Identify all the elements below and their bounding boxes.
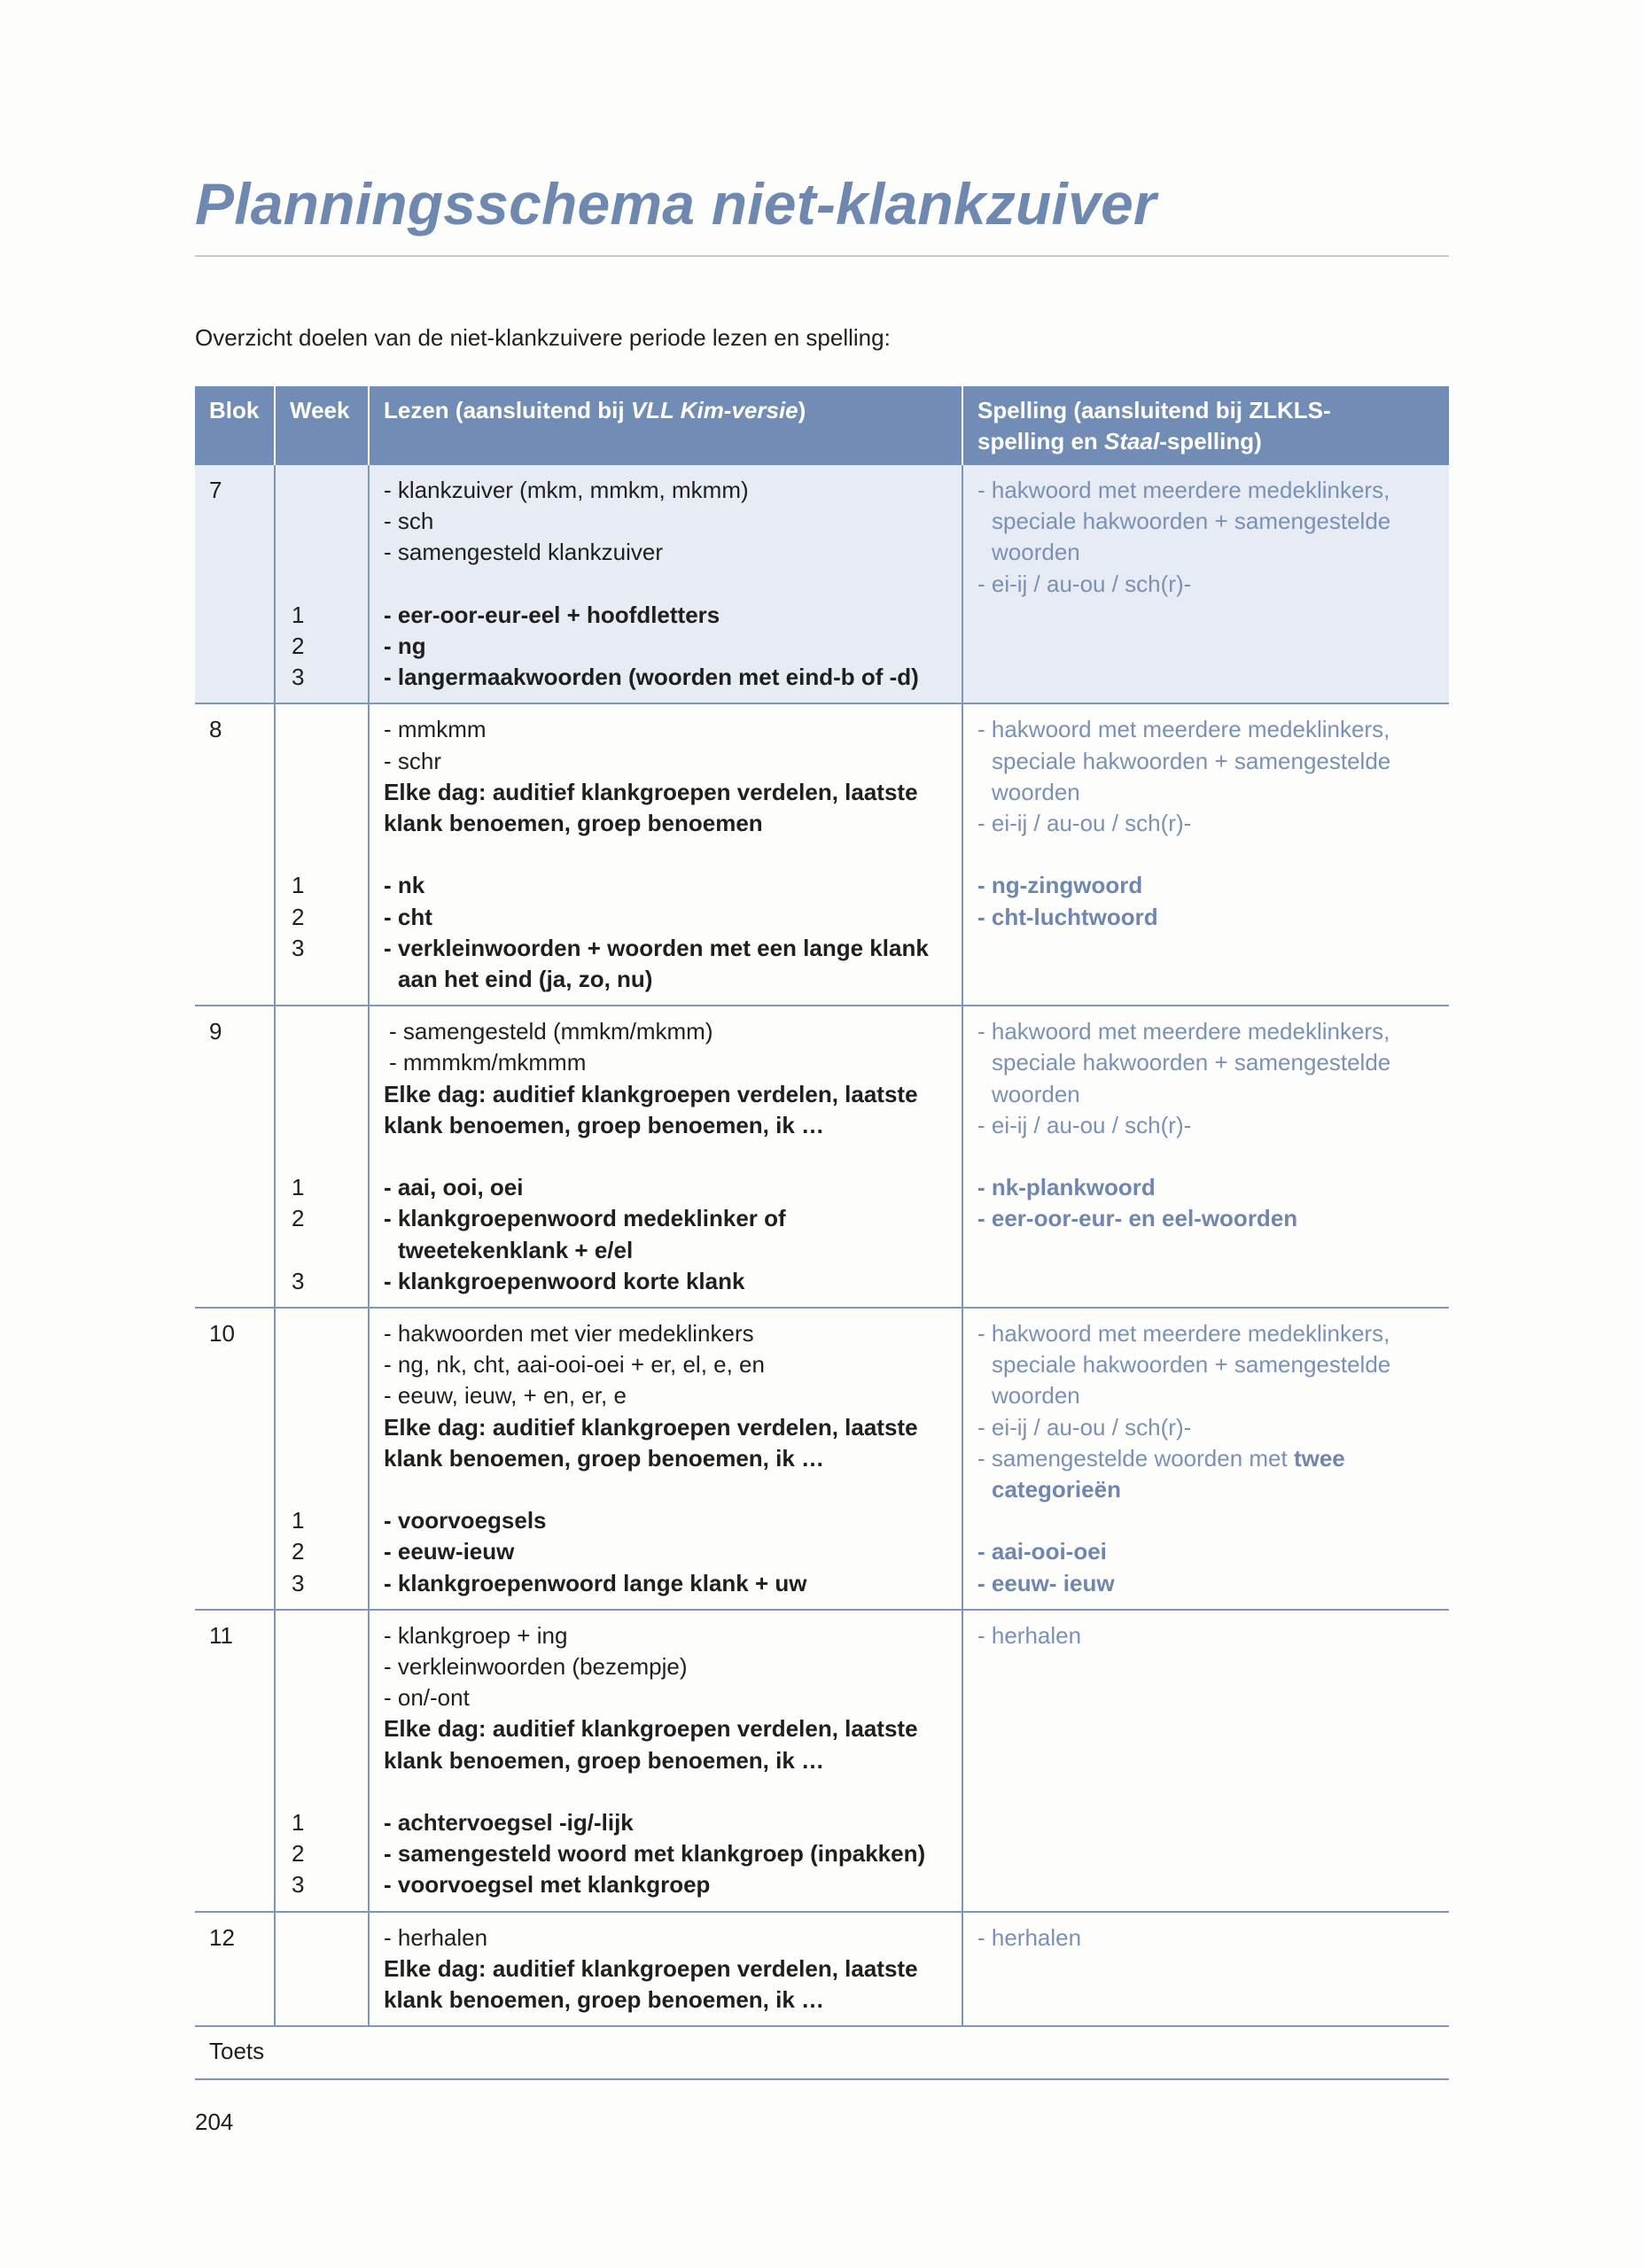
lezen-item: - samengesteld klankzuiver: [384, 539, 664, 566]
spelling-week-item: - ng-zingwoord: [977, 872, 1143, 899]
header-lezen-italic: VLL Kim-versie: [630, 397, 798, 423]
spelling-item: woorden: [992, 1080, 1080, 1107]
week-cell: [275, 1006, 369, 1308]
spelling-item: speciale hakwoorden + samengestelde: [992, 1351, 1391, 1379]
spelling-item: - hakwoord met meerdere medeklinkers,: [977, 716, 1390, 743]
spelling-item: speciale hakwoorden + samengestelde: [992, 508, 1391, 535]
page-number: 204: [195, 2109, 234, 2135]
table-row: [195, 703, 1449, 1006]
spelling-extra-bold-line: categorieën: [992, 1476, 1121, 1503]
table-row: [195, 1308, 1449, 1610]
spelling-item: - herhalen: [977, 1923, 1082, 1951]
week-number: 2: [292, 1840, 305, 1868]
week-cell: [275, 1912, 369, 2027]
spelling-week-item: - nk-plankwoord: [977, 1174, 1156, 1201]
header-spelling: [962, 386, 1449, 465]
week-number: 1: [292, 601, 305, 628]
lezen-daily-item: Elke dag: auditief klankgroepen verdelen, laatste: [384, 1954, 918, 1982]
spelling-item: - ei-ij / au-ou / sch(r)-: [977, 1413, 1192, 1441]
spelling-item: - hakwoord met meerdere medeklinkers,: [977, 1018, 1390, 1045]
lezen-item: - hakwoorden met vier medeklinkers: [384, 1320, 754, 1348]
header-lezen-suffix: ): [798, 397, 806, 423]
spelling-item: - hakwoord met meerdere medeklinkers,: [977, 477, 1390, 503]
page-title: Planningsschema niet-klankzuiver: [195, 171, 1156, 237]
spelling-item: woorden: [992, 539, 1080, 566]
lezen-daily-item: Elke dag: auditief klankgroepen verdelen, laatste: [384, 778, 918, 805]
spelling-item: - herhalen: [977, 1621, 1082, 1649]
lezen-week-item: - voorvoegsels: [384, 1507, 547, 1534]
header-blok: Blok: [195, 386, 275, 465]
lezen-daily-item: Elke dag: auditief klankgroepen verdelen, laatste: [384, 1413, 918, 1441]
lezen-cell: [369, 1610, 962, 1912]
lezen-cell: [369, 703, 962, 1006]
spelling-item: - ei-ij / au-ou / sch(r)-: [977, 570, 1192, 597]
lezen-daily-item: klank benoemen, groep benoemen, ik …: [384, 1986, 825, 2014]
lezen-week-item: - verkleinwoorden + woorden met een lange klank: [384, 934, 929, 961]
spelling-item: speciale hakwoorden + samengestelde: [992, 747, 1391, 774]
lezen-item: - herhalen: [384, 1923, 488, 1951]
lezen-week-item: - cht: [384, 903, 432, 930]
header-spelling-suffix: -spelling): [1159, 428, 1262, 455]
lezen-item: - sch: [384, 508, 434, 535]
lezen-item: - verkleinwoorden (bezempje): [384, 1653, 688, 1681]
week-number: 1: [292, 1507, 305, 1534]
lezen-week-item: - klankgroepenwoord korte klank: [384, 1267, 745, 1294]
week-cell: [275, 1610, 369, 1912]
spelling-cell: [962, 465, 1449, 703]
spelling-week-item: - aai-ooi-oei: [977, 1538, 1107, 1565]
lezen-week-item: aan het eind (ja, zo, nu): [398, 966, 653, 993]
week-cell: [275, 703, 369, 1006]
header-lezen: [369, 386, 962, 465]
lezen-week-item: - ng: [384, 633, 426, 659]
lezen-cell: [369, 1912, 962, 2027]
week-number: 2: [292, 632, 305, 659]
week-cell: [275, 465, 369, 703]
spelling-item: [977, 1443, 1438, 1474]
table-row: [195, 465, 1449, 703]
lezen-week-item: - klankgroepenwoord medeklinker of: [384, 1205, 786, 1232]
lezen-week-item: - samengesteld woord met klankgroep (inpakken): [384, 1840, 926, 1868]
header-lezen-text: Lezen (aansluitend bij: [384, 397, 631, 423]
lezen-cell: [369, 465, 962, 703]
header-spelling-line1: Spelling (aansluitend bij ZLKLS-: [977, 397, 1331, 423]
lezen-week-item: - eeuw-ieuw: [384, 1538, 515, 1565]
blok-cell: 8: [195, 703, 275, 1006]
table-header-row: [195, 386, 1449, 465]
week-number: 1: [292, 1174, 305, 1201]
spelling-extra-bold: twee: [1293, 1444, 1345, 1472]
spelling-cell: [962, 703, 1449, 1006]
lezen-week-item: - achtervoegsel -ig/-lijk: [384, 1809, 634, 1837]
table-row: [195, 1912, 1449, 2027]
week-cell: [275, 1308, 369, 1610]
lezen-week-item: - eer-oor-eur-eel + hoofdletters: [384, 601, 720, 628]
lezen-daily-item: Elke dag: auditief klankgroepen verdelen, laatste: [384, 1080, 918, 1107]
spelling-extra-prefix: - samengestelde woorden met: [977, 1444, 1294, 1472]
toets-row: [195, 2026, 1449, 2079]
lezen-daily-item: klank benoemen, groep benoemen, ik …: [384, 1111, 825, 1138]
lezen-item: - mmmkm/mkmmm: [389, 1049, 587, 1076]
spelling-item: speciale hakwoorden + samengestelde: [992, 1049, 1391, 1076]
week-number: 3: [292, 1871, 305, 1899]
spelling-week-item: - eer-oor-eur- en eel-woorden: [977, 1205, 1298, 1232]
spelling-cell: [962, 1006, 1449, 1308]
week-number: 2: [292, 1205, 305, 1232]
week-number: 1: [292, 1808, 305, 1836]
spelling-item: woorden: [992, 1382, 1080, 1410]
lezen-daily-item: klank benoemen, groep benoemen, ik …: [384, 1444, 825, 1472]
title-divider: [195, 255, 1449, 257]
lezen-daily-item: klank benoemen, groep benoemen, ik …: [384, 1746, 825, 1774]
lezen-week-item: - voorvoegsel met klankgroep: [384, 1871, 711, 1899]
table-row: [195, 1610, 1449, 1912]
toets-cell: Toets: [195, 2026, 1449, 2079]
spelling-item: - hakwoord met meerdere medeklinkers,: [977, 1320, 1390, 1348]
spelling-week-item: - cht-luchtwoord: [977, 903, 1158, 930]
lezen-week-item: - aai, ooi, oei: [384, 1174, 524, 1201]
lezen-week-item: - klankgroepenwoord lange klank + uw: [384, 1569, 807, 1596]
lezen-week-item: - nk: [384, 872, 425, 899]
week-number: 3: [292, 934, 305, 961]
blok-cell: 7: [195, 465, 275, 703]
lezen-item: - on/-ont: [384, 1684, 470, 1712]
lezen-item: - mmkmm: [384, 716, 487, 743]
spelling-item: woorden: [992, 778, 1080, 805]
week-number: 2: [292, 903, 305, 930]
blok-cell: 11: [195, 1610, 275, 1912]
lezen-cell: [369, 1308, 962, 1610]
blok-cell: 9: [195, 1006, 275, 1308]
lezen-item: - ng, nk, cht, aai-ooi-oei + er, el, e, en: [384, 1351, 765, 1379]
lezen-cell: [369, 1006, 962, 1308]
lezen-week-item: - langermaakwoorden (woorden met eind-b of -d): [384, 664, 919, 691]
header-spelling-prefix: spelling en: [977, 428, 1105, 455]
lezen-item: - schr: [384, 747, 441, 774]
spelling-cell: [962, 1912, 1449, 2027]
lezen-item: - klankgroep + ing: [384, 1621, 568, 1649]
lezen-daily-item: Elke dag: auditief klankgroepen verdelen, laatste: [384, 1715, 918, 1743]
spelling-item: - ei-ij / au-ou / sch(r)-: [977, 810, 1192, 837]
spelling-cell: [962, 1308, 1449, 1610]
week-number: 3: [292, 664, 305, 691]
blok-cell: 10: [195, 1308, 275, 1610]
header-week: Week: [275, 386, 369, 465]
spelling-item: - ei-ij / au-ou / sch(r)-: [977, 1111, 1192, 1138]
lezen-week-item: tweetekenklank + e/el: [398, 1236, 634, 1263]
planning-table: [195, 386, 1449, 2080]
lezen-item: - eeuw, ieuw, + en, er, e: [384, 1382, 627, 1410]
week-number: 3: [292, 1267, 305, 1294]
week-number: 3: [292, 1569, 305, 1596]
spelling-week-item: - eeuw- ieuw: [977, 1569, 1115, 1596]
lezen-item: - klankzuiver (mkm, mmkm, mkmm): [384, 477, 749, 503]
lezen-item: - samengesteld (mmkm/mkmm): [389, 1018, 713, 1045]
blok-cell: 12: [195, 1912, 275, 2027]
week-number: 2: [292, 1538, 305, 1565]
intro-text: Overzicht doelen van de niet-klankzuivere periode lezen en spelling:: [195, 324, 891, 351]
header-spelling-italic: Staal: [1104, 428, 1160, 455]
spelling-cell: [962, 1610, 1449, 1912]
table-row: [195, 1006, 1449, 1308]
lezen-daily-item: klank benoemen, groep benoemen: [384, 810, 763, 837]
week-number: 1: [292, 872, 305, 899]
